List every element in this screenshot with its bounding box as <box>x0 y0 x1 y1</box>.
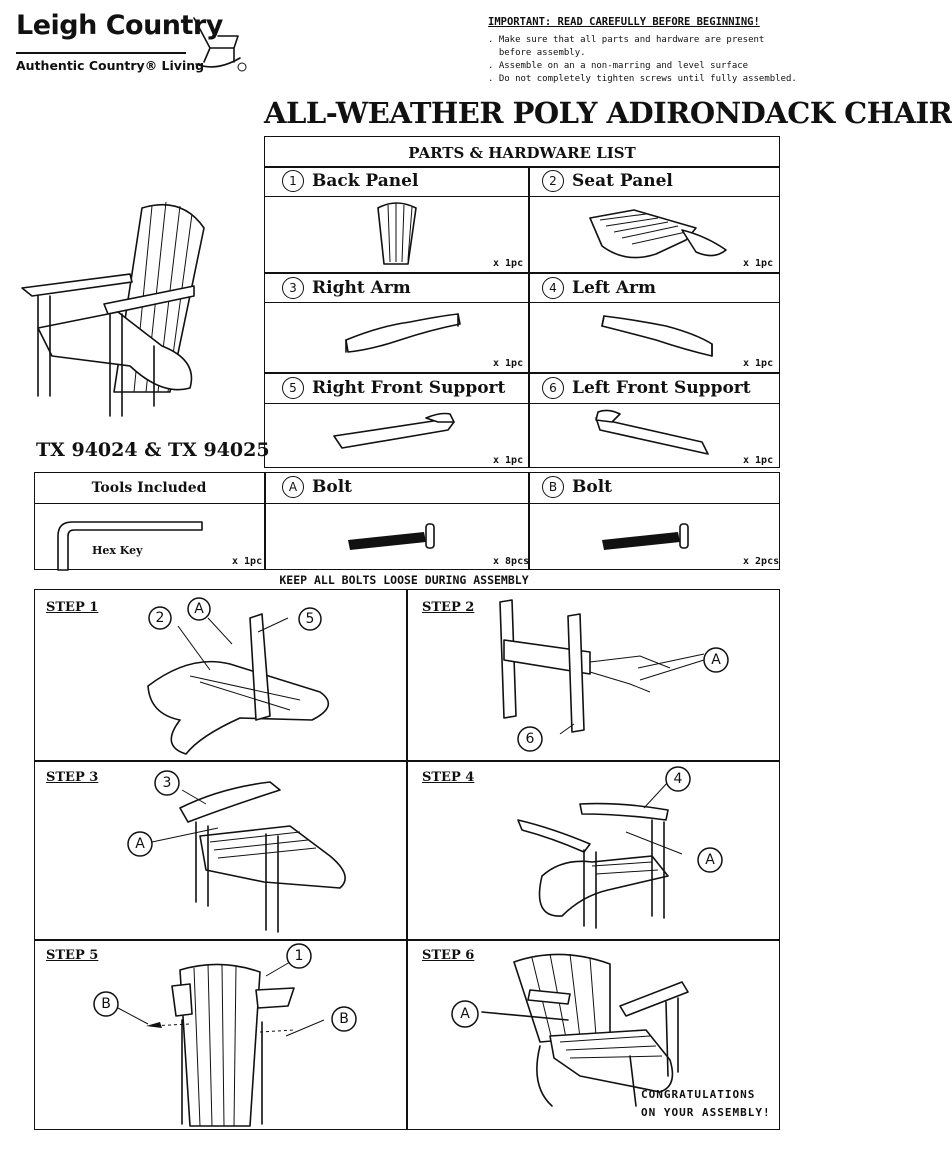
tools-header: Tools Included <box>91 480 207 496</box>
step-5-callout <box>286 943 312 969</box>
part-qty: x 1pc <box>493 455 524 466</box>
congrats-line: CONGRATULATIONS <box>641 1088 756 1101</box>
step-1-callout <box>187 597 211 621</box>
part-marker: 6 <box>542 377 564 399</box>
step-2-callout <box>517 726 543 752</box>
callout-text: 3 <box>162 775 172 791</box>
rocking-chair-icon <box>188 14 248 74</box>
notice-line: before assembly. <box>488 48 586 58</box>
bolt-b-icon <box>598 518 698 554</box>
part-name: Right Arm <box>312 278 411 298</box>
step-4-callout <box>697 847 723 873</box>
callout-text: A <box>194 601 204 617</box>
callout-text: 1 <box>294 948 304 964</box>
part-name: Left Front Support <box>572 378 751 398</box>
callout-text: A <box>711 652 721 668</box>
step-2-label: STEP 2 <box>422 600 475 615</box>
part-marker: 4 <box>542 277 564 299</box>
part-name: Back Panel <box>312 171 419 191</box>
step-4-label: STEP 4 <box>422 770 475 785</box>
part-marker: 3 <box>282 277 304 299</box>
model-numbers: TX 94024 & TX 94025 <box>36 439 270 461</box>
left-front-support-illustration <box>590 408 720 458</box>
brand-logo <box>16 10 246 74</box>
hardware-bolt-a-label <box>282 476 352 498</box>
seat-panel-illustration <box>586 206 736 266</box>
step-6-label: STEP 6 <box>422 948 475 963</box>
page-title: ALL-WEATHER POLY ADIRONDACK CHAIR <box>264 96 952 130</box>
callout-text: A <box>135 836 145 852</box>
callout-text: A <box>460 1006 470 1022</box>
callout-text: 6 <box>525 731 535 747</box>
step-5-label: STEP 5 <box>46 948 99 963</box>
step-1-illustration <box>40 596 400 756</box>
part-marker: A <box>282 476 304 498</box>
part-left-arm-label <box>542 277 656 299</box>
hex-key-icon <box>46 512 216 572</box>
callout-text: 2 <box>155 610 165 626</box>
step-1-callout <box>298 607 322 631</box>
callout-text: A <box>705 852 715 868</box>
notice-list <box>488 34 797 86</box>
step-3-callout <box>127 831 153 857</box>
step-1-callout <box>148 606 172 630</box>
part-qty: x 1pc <box>743 358 774 369</box>
hardware-bolt-b-label <box>542 476 612 498</box>
step-1-label: STEP 1 <box>46 600 99 615</box>
step-4-callout <box>665 766 691 792</box>
part-marker: 2 <box>542 170 564 192</box>
brand-underline <box>16 52 186 54</box>
part-right-front-support-label <box>282 377 505 399</box>
callout-text: 4 <box>673 771 683 787</box>
part-qty: x 1pc <box>743 258 774 269</box>
callout-text: B <box>339 1011 349 1027</box>
bolt-a-qty: x 8pcs <box>493 556 530 567</box>
part-name: Bolt <box>572 477 613 497</box>
part-marker: B <box>542 476 564 498</box>
callout-text: B <box>101 996 111 1012</box>
notice-title: IMPORTANT: READ CAREFULLY BEFORE BEGINNING! <box>488 16 760 28</box>
back-panel-illustration <box>366 200 426 270</box>
step-2-illustration <box>490 596 790 746</box>
part-marker: 5 <box>282 377 304 399</box>
parts-table-title: PARTS & HARDWARE LIST <box>408 144 636 162</box>
step-5-callout <box>331 1006 357 1032</box>
keep-bolts-note: KEEP ALL BOLTS LOOSE DURING ASSEMBLY <box>279 573 529 587</box>
right-front-support-illustration <box>330 408 460 453</box>
part-left-front-support-label <box>542 377 751 399</box>
part-name: Bolt <box>312 477 353 497</box>
congratulations-message <box>641 1086 771 1122</box>
part-qty: x 1pc <box>743 455 774 466</box>
part-back-panel-label <box>282 170 418 192</box>
part-name: Seat Panel <box>572 171 673 191</box>
bolt-a-icon <box>344 518 444 554</box>
step-5-callout <box>93 991 119 1017</box>
part-right-arm-label <box>282 277 411 299</box>
left-arm-illustration <box>596 310 726 360</box>
adirondack-chair-illustration <box>22 196 202 421</box>
notice-line: . Do not completely tighten screws until fully assembled. <box>488 74 797 84</box>
hex-key-label: Hex Key <box>92 544 143 557</box>
part-marker: 1 <box>282 170 304 192</box>
callout-text: 5 <box>305 611 315 627</box>
hex-key-qty: x 1pc <box>232 556 263 567</box>
part-name: Right Front Support <box>312 378 506 398</box>
right-arm-illustration <box>340 310 470 360</box>
congrats-line: ON YOUR ASSEMBLY! <box>641 1106 771 1119</box>
step-3-callout <box>154 770 180 796</box>
part-seat-panel-label <box>542 170 673 192</box>
part-qty: x 1pc <box>493 358 524 369</box>
notice-line: . Make sure that all parts and hardware are present <box>488 35 765 45</box>
bolt-b-qty: x 2pcs <box>743 556 780 567</box>
part-name: Left Arm <box>572 278 656 298</box>
step-5-illustration <box>90 946 390 1126</box>
brand-tagline: Authentic Country® Living <box>16 58 205 73</box>
step-3-label: STEP 3 <box>46 770 99 785</box>
notice-line: . Assemble on an a non-marring and level surface <box>488 61 749 71</box>
brand-name: Leigh Country <box>16 10 223 41</box>
step-6-callout <box>451 1000 479 1028</box>
part-qty: x 1pc <box>493 258 524 269</box>
step-2-callout <box>703 647 729 673</box>
